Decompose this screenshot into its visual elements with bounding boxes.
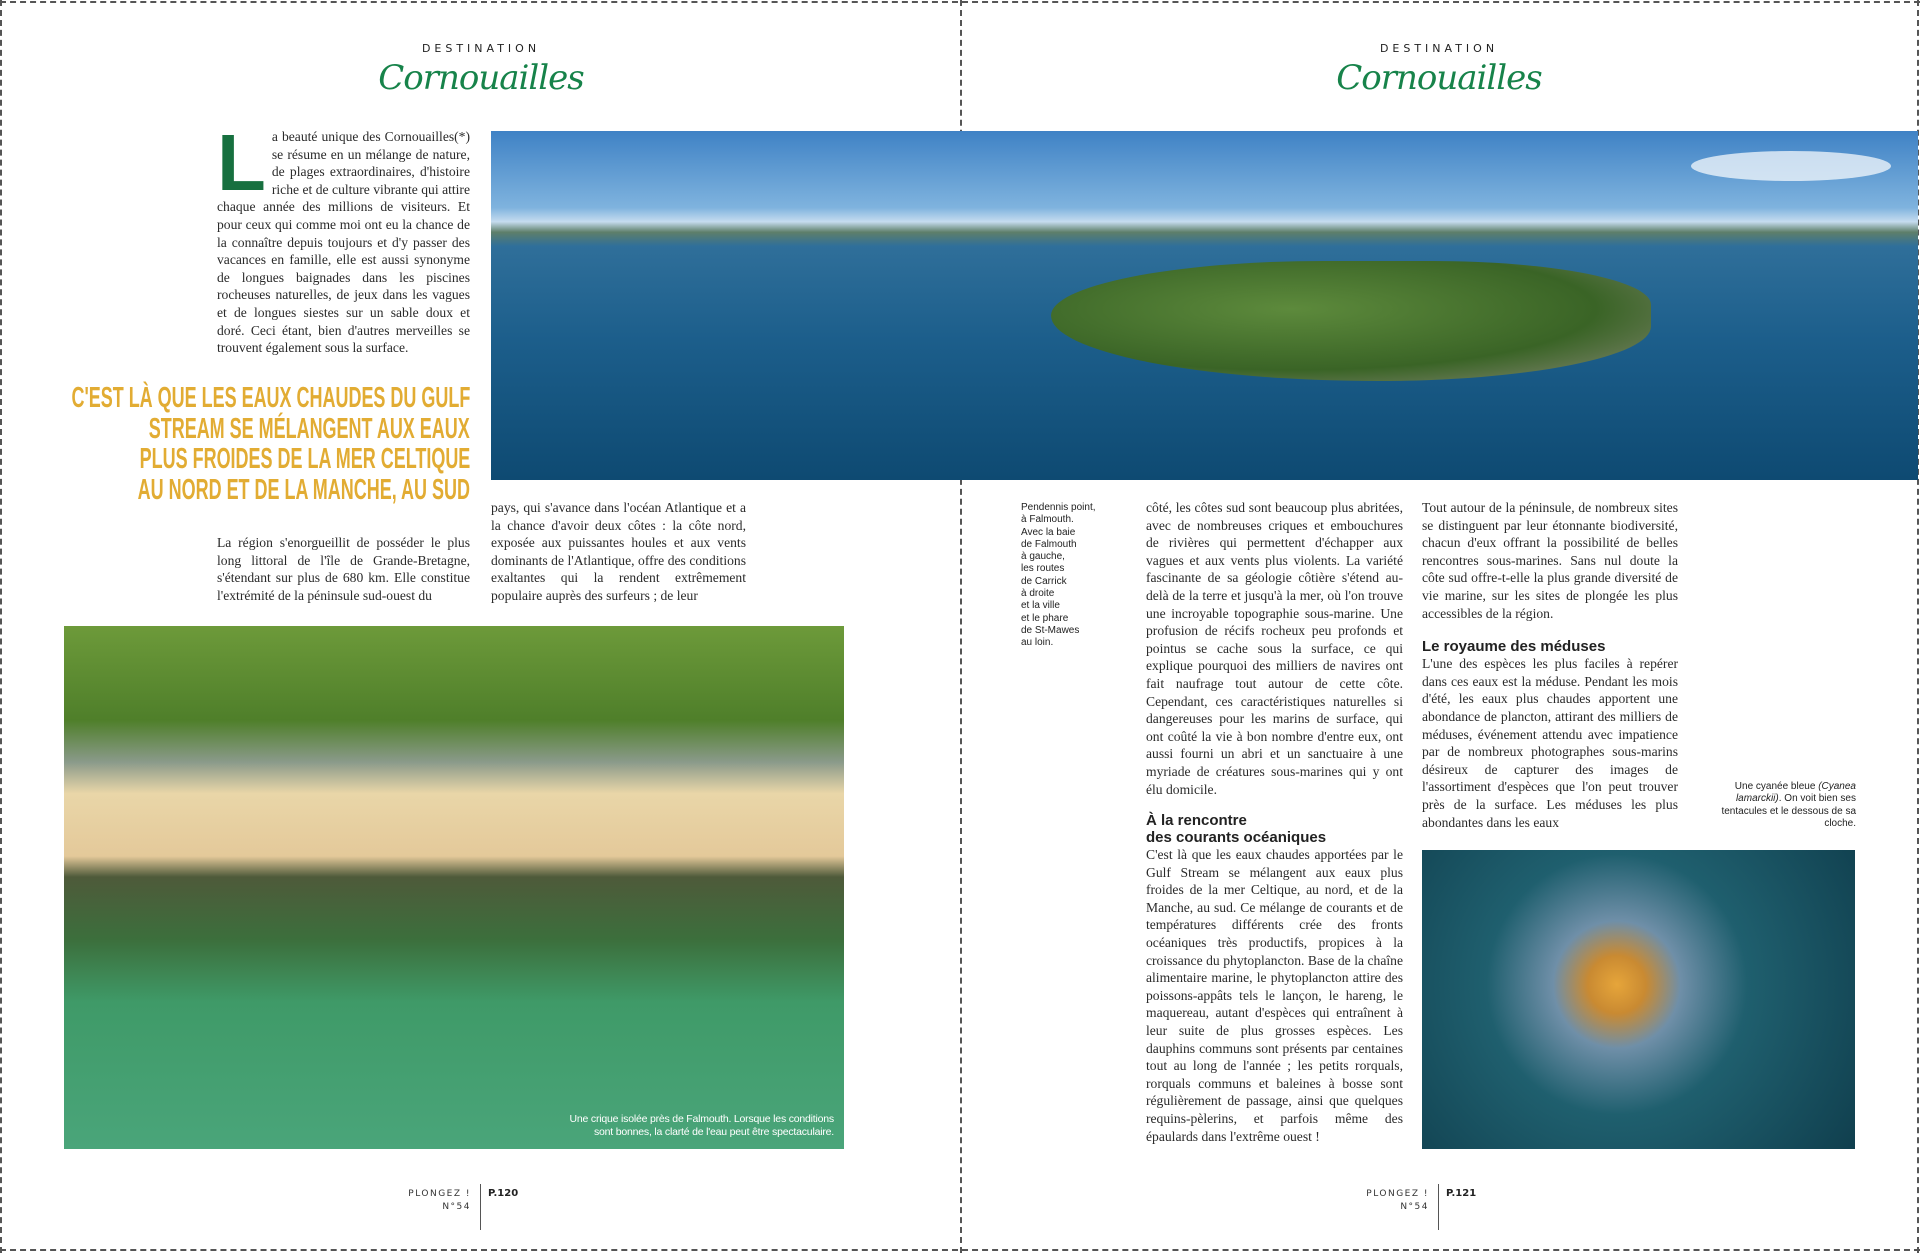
coast-paragraph: côté, les côtes sud sont beaucoup plus abritées, avec de nombreuses criques et embouchures de rivières qui permettent d'échapper aux vagues et aux vents plus violents. La variété fascinante de sa géologie côtière s'étend au-delà de la terre et jusqu'à la mer, où l'on trouve une incroyable topographie sous-marine. Une profusion de récifs rocheux peu profonds et pointus se cache sous la surface, ce qui explique pourquoi des milliers de navires ont fait naufrage tout autour de cette côte. Cependant, ces caractéristiques naturelles si dangereuses pour les marins de surface, qui ont coûté la vie à bon nombre d'entre eux, ont aussi fourni un abri et un sanctuaire à une myriade de créatures sous-marines qui y ont élu domicile. bbox=[1146, 500, 1403, 797]
intro-paragraph: La beauté unique des Cornouailles(*) se résume en un mélange de nature, de plages extraordinaires, d'histoire riche et de culture vibrante qui attire chaque année des millions de visiteurs. Et pour ceux qui comme moi ont eu la chance de la connaître depuis toujours et d'y passer des vacances en famille, elle est aussi synonyme de longues baignades dans les piscines rocheuses naturelles, de jeux dans les vagues et de longues siestes sur un sable doux et doré. Ceci étant, bien d'autres merveilles se trouvent également sous la surface. bbox=[217, 118, 470, 356]
section-heading-courants: À la rencontre des courants océaniques bbox=[1146, 812, 1327, 847]
courants-paragraph: C'est là que les eaux chaudes apportées par le Gulf Stream se mélangent aux eaux plus froides de la mer Celtique, au nord, et de la Manche, au sud. Ce mélange de courants et de températures différents crée des fronts océaniques très productifs, propices à la croissance du phytoplancton. Base de la chaîne alimentaire marine, le phytoplancton attire des poissons-appâts tels le lançon, le hareng, le maquereau, autant d'espèces qui entraînent à leur suite de plus grosses espèces. Les dauphins communs sont présents par centaines tout au long de l'année ; les petits rorquals, rorquals communs et baleines à bosse sont régulièrement de passage, ainsi que quelques requins-pèlerins, et parfois même des épaulards dans l'extrême ouest ! bbox=[1146, 847, 1403, 1144]
pays-paragraph: pays, qui s'avance dans l'océan Atlantique et a la chance d'avoir deux côtes : la côte nord, exposée aux puissantes houles et aux vents dominants de l'Atlantique, offre des conditions exaltantes qui la rendent extrêmement populaire auprès des surfeurs ; de leur bbox=[491, 500, 746, 603]
meduses-paragraph: L'une des espèces les plus faciles à repérer dans ces eaux est la méduse. Pendant les mois d'été, les eaux plus chaudes apportent une abondance de plancton, attirant des milliers de méduses, événement attendu avec impatience par de nombreux photographes sous-marins désireux de capturer des images de l'assortiment d'espèces que l'on peut trouver près de la surface. Les méduses les plus abondantes dans les eaux bbox=[1422, 656, 1678, 830]
pull-quote: C'EST LÀ QUE LES EAUX CHAUDES DU GULF STREAM SE MÉLANGENT AUX EAUX PLUS FROIDES DE LA MER CELTIQUE AU NORD ET DE LA MANCHE, AU SUD bbox=[71, 382, 470, 507]
panorama-photo-pendennis-point bbox=[491, 131, 1918, 480]
biodiversity-paragraph: Tout autour de la péninsule, de nombreux sites se distinguent par leur étonnante biodiversité, chacun d'eux offrant la possibilité de belles rencontres sous-marines. Sans nul doute la côte sud offre-t-elle la plus grande diversité de vie marine, sur les sites de plongée les plus accessibles de la région. bbox=[1422, 500, 1678, 621]
panorama-caption: Pendennis point, à Falmouth. Avec la baie de Falmouth à gauche, les routes de Carrick à droite et la ville et le phare de St-Mawes au loin. bbox=[1021, 502, 1096, 649]
page-border-left bbox=[0, 0, 2, 1253]
column-4 bbox=[1422, 499, 1678, 831]
footer-divider bbox=[1438, 1184, 1439, 1230]
beach-caption: Une crique isolée près de Falmouth. Lorsque les conditions sont bonnes, la clarté de l'eau peut être spectaculaire. bbox=[569, 1113, 834, 1138]
section-title: Cornouailles bbox=[1336, 58, 1542, 98]
jellyfish-caption: Une cyanée bleue (Cyanea lamarckii). On voit bien ses tentacules et le dessous de sa cloche. bbox=[1721, 781, 1856, 829]
beach-aerial-photo bbox=[64, 626, 844, 1149]
footer-magazine: PLONGEZ ! N°54 bbox=[1366, 1189, 1429, 1212]
section-kicker: DESTINATION bbox=[1379, 42, 1499, 55]
column-3 bbox=[1146, 499, 1403, 1145]
drop-cap: L bbox=[217, 118, 266, 207]
footer-magazine: PLONGEZ ! N°54 bbox=[408, 1189, 471, 1212]
region-paragraph: La région s'enorgueillit de posséder le plus long littoral de l'île de Grande-Bretagne, s'étendant sur plus de 680 km. Elle constitue l'extrémité de la péninsule sud-ouest du bbox=[217, 535, 470, 603]
page-number: P.121 bbox=[1446, 1188, 1477, 1199]
footer-divider bbox=[480, 1184, 481, 1230]
cloud bbox=[1691, 151, 1891, 181]
headland bbox=[1051, 261, 1651, 381]
jellyfish-photo bbox=[1422, 850, 1855, 1149]
section-heading-meduses: Le royaume des méduses bbox=[1422, 638, 1606, 656]
section-title: Cornouailles bbox=[378, 58, 584, 98]
page-number: P.120 bbox=[488, 1188, 519, 1199]
section-kicker: DESTINATION bbox=[421, 42, 541, 55]
